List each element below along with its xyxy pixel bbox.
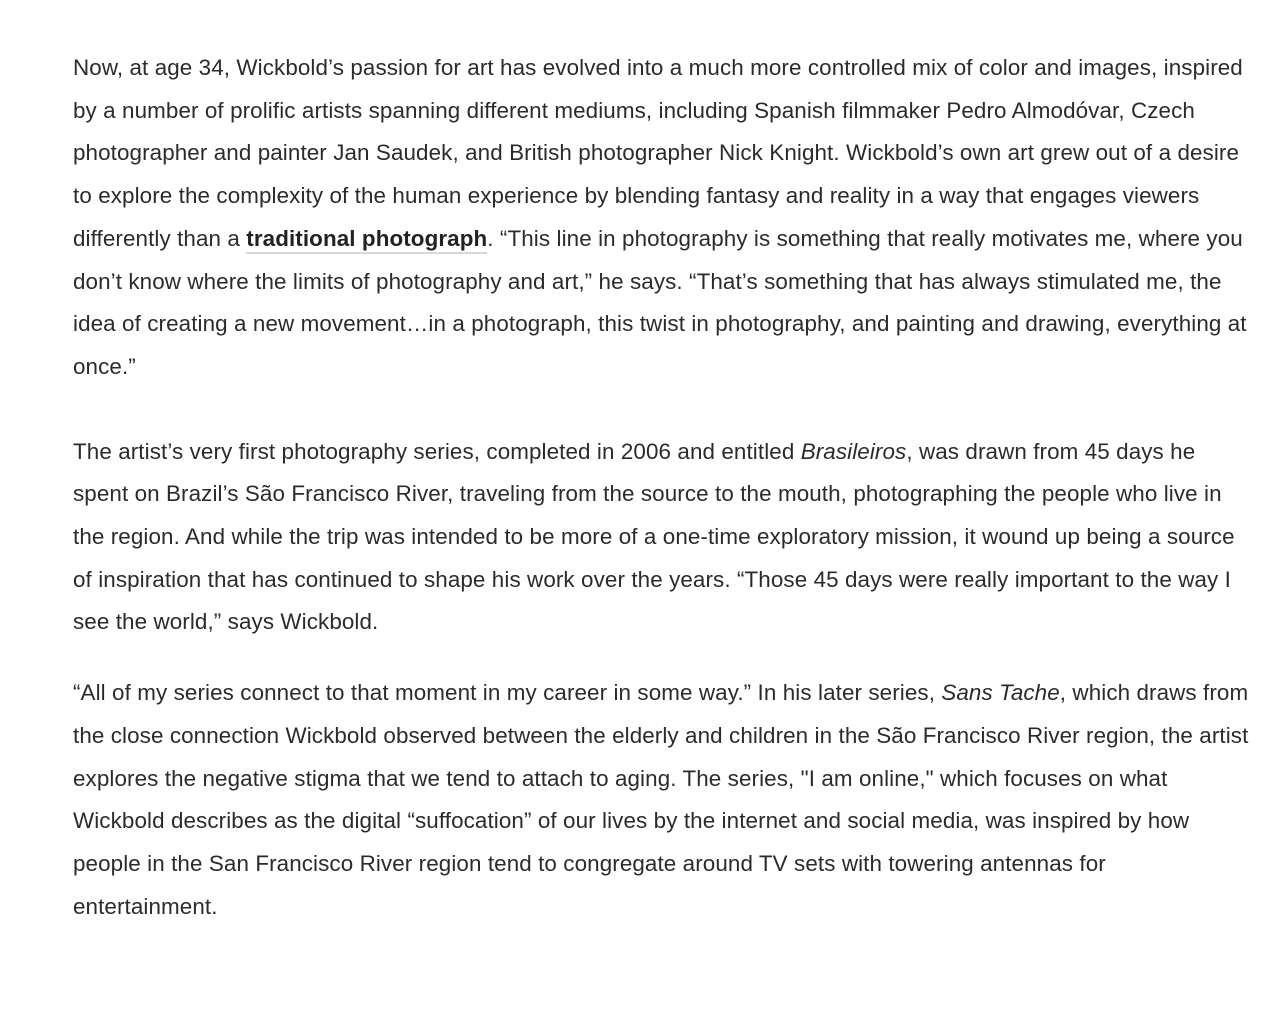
- paragraph-2: [73, 431, 1253, 645]
- traditional-photograph-link[interactable]: traditional photograph: [246, 226, 487, 254]
- paragraph-3-text-start: “All of my series connect to that moment in my career in some way.” In his later series,: [73, 680, 942, 706]
- paragraph-1-text-end: . “This line in photography is something that really motivates me, where you don’t know where the limits of photography and art,” he says. “That’s something that has always stimulated me, the idea of creating a new movement…in a photograph, this twist in photography, and painting and drawing, everything at once.”: [73, 225, 1247, 379]
- paragraph-1: [73, 47, 1253, 389]
- series-title-sans-tache: Sans Tache: [941, 680, 1060, 706]
- article-body: [73, 47, 1253, 928]
- paragraph-2-text-start: The artist’s very first photography series, completed in 2006 and entitled: [73, 438, 801, 464]
- paragraph-2-text-end: , was drawn from 45 days he spent on Brazil’s São Francisco River, traveling from the source to the mouth, photographing the people who live in the region. And while the trip was intended to be more of a one-time exploratory mission, it wound up being a source of inspiration that has continued to shape his work over the years. “Those 45 days were really important to the way I see the world,” says Wickbold.: [73, 438, 1235, 635]
- paragraph-3-text-end: , which draws from the close connection Wickbold observed between the elderly and children in the São Francisco River region, the artist explores the negative stigma that we tend to attach to aging. The series, "I am online," which focuses on what Wickbold describes as the digital “suffocation” of our lives by the internet and social media, was inspired by how people in the San Francisco River region tend to congregate around TV sets with towering antennas for entertainment.: [73, 680, 1249, 919]
- series-title-brasileiros: Brasileiros: [800, 438, 907, 464]
- paragraph-3: [73, 672, 1253, 928]
- paragraph-1-text-start: Now, at age 34, Wickbold’s passion for art has evolved into a much more controlled mix of color and images, inspired by a number of prolific artists spanning different mediums, including Spanish filmmaker Pedro Almodóvar, Czech photographer and painter Jan Saudek, and British photographer Nick Knight. Wickbold’s own art grew out of a desire to explore the complexity of the human experience by blending fantasy and reality in a way that engages viewers differently than a: [73, 55, 1243, 251]
